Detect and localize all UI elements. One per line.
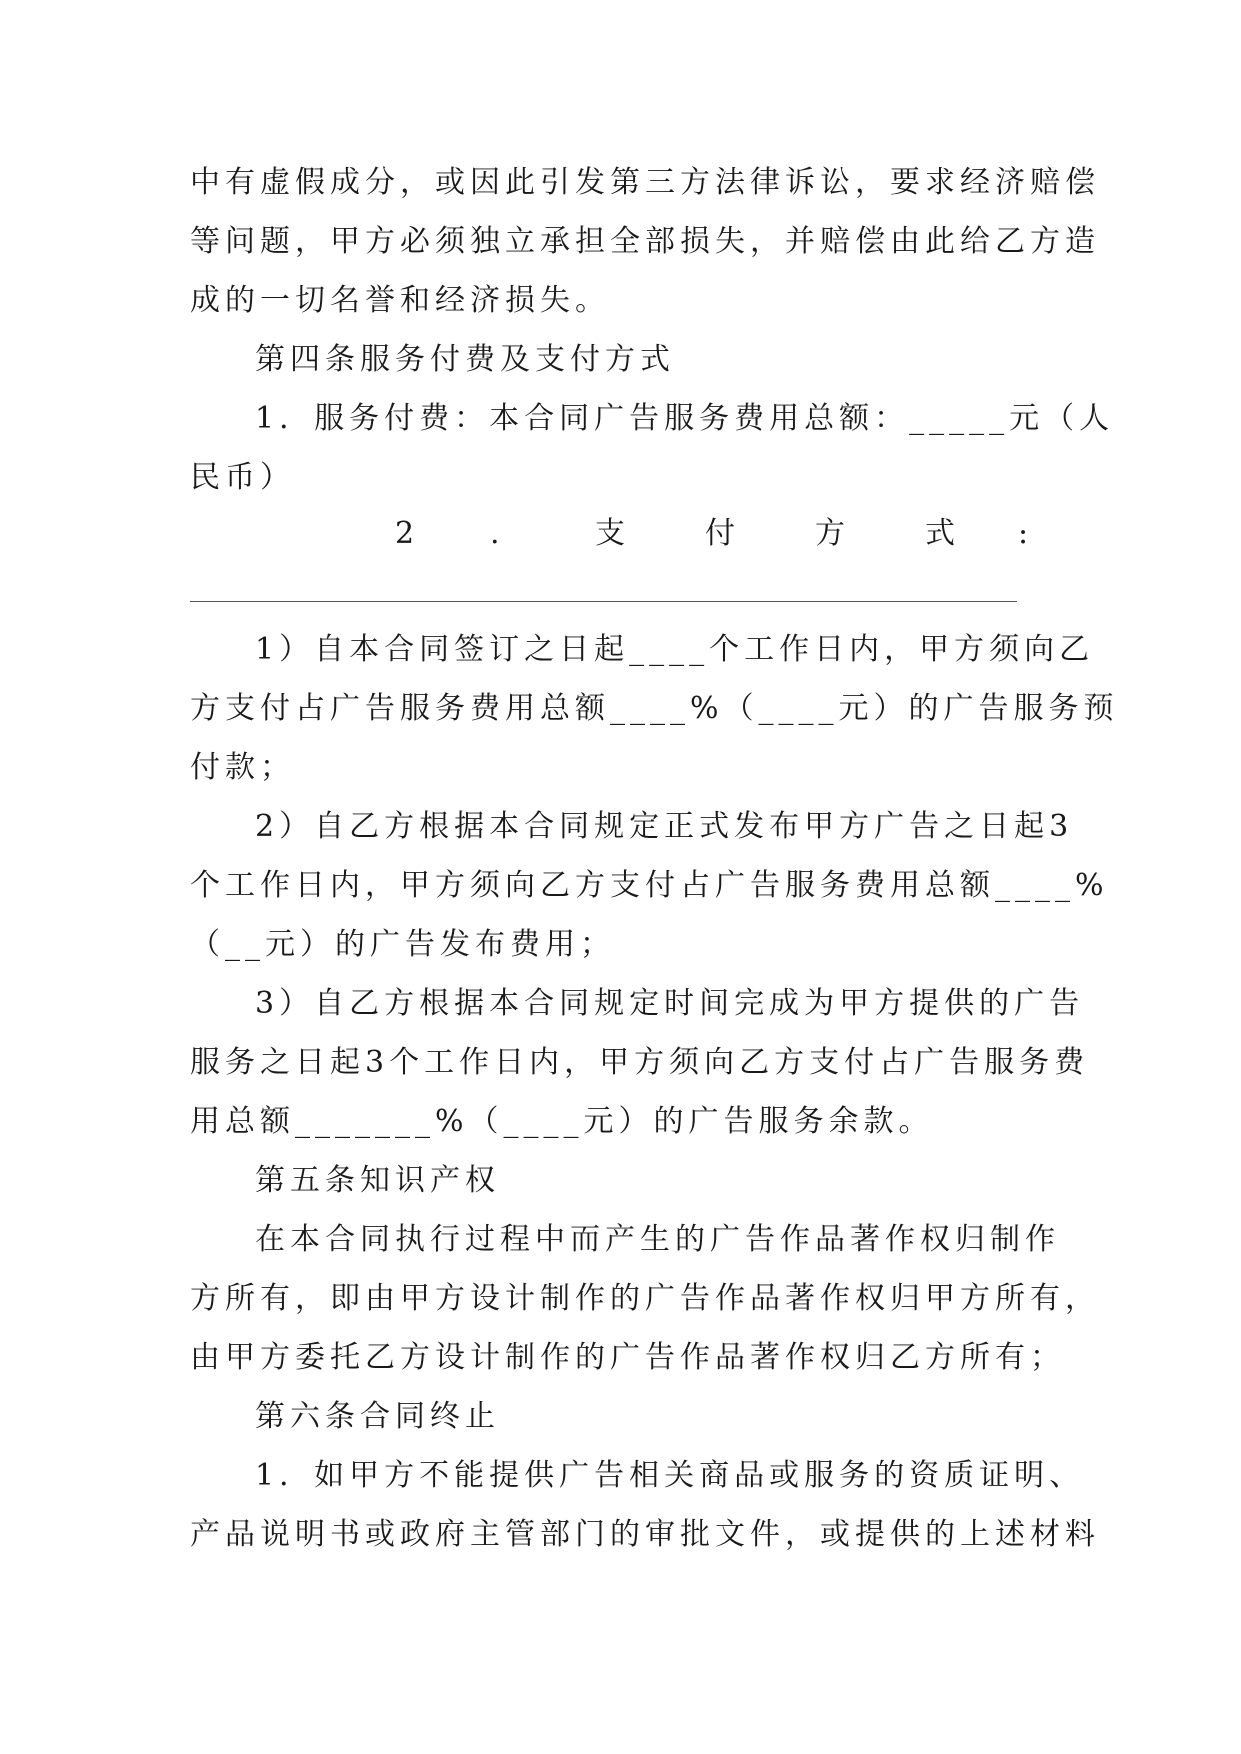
body-text-line: 个工作日内，甲方须向乙方支付占广告服务费用总额____% xyxy=(190,868,1109,903)
body-text-line: 2）自乙方根据本合同规定正式发布甲方广告之日起3 xyxy=(255,809,1074,844)
body-text-line: 民币） xyxy=(190,460,295,495)
body-text-line: 服务之日起3个工作日内，甲方须向乙方支付占广告服务费 xyxy=(190,1045,1090,1080)
body-text-line: 中有虚假成分，或因此引发第三方法律诉讼，要求经济赔偿 xyxy=(190,165,1100,200)
body-text-line: 用总额_______%（____元）的广告服务余款。 xyxy=(190,1104,934,1139)
body-text-line: 方支付占广告服务费用总额____%（____元）的广告服务预 xyxy=(190,691,1119,726)
body-text-line: 成的一切名誉和经济损失。 xyxy=(190,283,610,318)
payment-method-colon: : xyxy=(1018,516,1029,551)
section-heading-article-4: 第四条服务付费及支付方式 xyxy=(255,342,675,377)
body-text-line: （__元）的广告发布费用； xyxy=(190,927,615,962)
payment-method-char: 付 xyxy=(705,516,735,551)
payment-method-char: 式 xyxy=(925,516,955,551)
body-text-line: 3）自乙方根据本合同规定时间完成为甲方提供的广告 xyxy=(255,986,1085,1021)
body-text-line: 方所有，即由甲方设计制作的广告作品著作权归甲方所有， xyxy=(190,1281,1100,1316)
body-text-line: 产品说明书或政府主管部门的审批文件，或提供的上述材料 xyxy=(190,1517,1100,1552)
blank-underline xyxy=(190,601,1017,602)
payment-method-number: 2 xyxy=(395,516,415,551)
body-text-line: 1．如甲方不能提供广告相关商品或服务的资质证明、 xyxy=(255,1458,1085,1493)
body-text-line: 由甲方委托乙方设计制作的广告作品著作权归乙方所有； xyxy=(190,1340,1065,1375)
section-heading-article-6: 第六条合同终止 xyxy=(255,1399,500,1434)
payment-method-dot: . xyxy=(490,516,500,551)
body-text-line: 付款； xyxy=(190,750,295,785)
body-text-line: 1）自本合同签订之日起____个工作日内，甲方须向乙 xyxy=(255,632,1095,667)
body-text-line: 1．服务付费：本合同广告服务费用总额：_____元（人 xyxy=(255,401,1115,436)
body-text-line: 等问题，甲方必须独立承担全部损失，并赔偿由此给乙方造 xyxy=(190,224,1100,259)
payment-method-char: 支 xyxy=(595,516,625,551)
section-heading-article-5: 第五条知识产权 xyxy=(255,1163,500,1198)
payment-method-line xyxy=(190,514,1050,554)
payment-method-char: 方 xyxy=(815,516,845,551)
body-text-line: 在本合同执行过程中而产生的广告作品著作权归制作 xyxy=(255,1222,1060,1257)
